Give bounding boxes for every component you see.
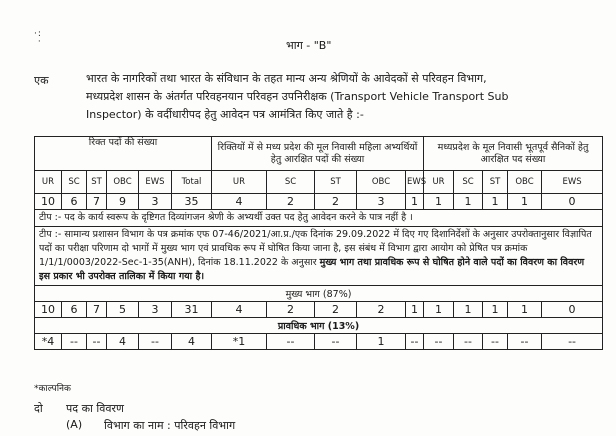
intro-line: भारत के नागरिकों तथा भारत के संविधान के तहत मान्य अन्य श्रेणियों के आवेदकों से परिवहन विभाग,	[86, 72, 487, 85]
column-header: UR	[212, 171, 267, 194]
table-cell: 10	[35, 194, 62, 210]
footnote: *काल्पनिक	[34, 384, 71, 394]
table-cell: 0	[542, 194, 603, 210]
item-number-one: एक	[34, 74, 49, 87]
table-cell: --	[315, 334, 357, 350]
group-header-vacancies: रिक्त पदों की संख्या	[35, 137, 212, 171]
table-cell: 6	[62, 194, 87, 210]
column-header: EWS	[406, 171, 424, 194]
note-disability: टीप :- पद के कार्य स्वरूप के दृष्टिगत दिव्यांगजन श्रेणी के अभ्यर्थी उक्त पद हेतु आवेदन करने के पात्र नहीं है ।	[35, 210, 603, 227]
post-details-heading: पद का विवरण	[66, 402, 124, 415]
intro-paragraph	[86, 70, 601, 124]
table-cell: --	[62, 334, 87, 350]
note-plain-text: टीप :- सामान्य प्रशासन विभाग के पत्र क्रमांक एफ 07-46/2021/आ.प्र./एक दिनांक 29.09.2022 में दिए गए दिशानिर्देशों के अनुसार उपरोक्तानुसार विज्ञापित पदों का परीक्षा परिणाम दो भागों में मुख्य भाग एवं प्रावधिक रूप में घोषित किया जाना है, इस संबंध में विभाग द्वारा आयोग को प्रेषित पत्र क्रमांक 1/1/1/0003/2022-Sec-1-35(ANH), दिनांक 18.11.2022 के अनुसार	[39, 229, 592, 268]
column-header: ST	[483, 171, 508, 194]
table-cell: 4	[212, 194, 267, 210]
table-cell: --	[139, 334, 172, 350]
intro-line: मध्यप्रदेश शासन के अंतर्गत परिवहनयान परिवहन उपनिरीक्षक (Transport Vehicle Transport Sub	[86, 90, 509, 103]
table-row-provisional	[35, 334, 603, 350]
table-cell: 2	[267, 194, 315, 210]
table-cell: 10	[35, 302, 62, 318]
table-cell: 1	[508, 194, 542, 210]
column-header: SC	[267, 171, 315, 194]
table-cell: 0	[542, 302, 603, 318]
column-header: OBC	[508, 171, 542, 194]
table-cell: 2	[315, 194, 357, 210]
table-cell: 35	[172, 194, 212, 210]
table-cell: --	[454, 334, 483, 350]
table-cell: 3	[357, 194, 406, 210]
group-header-ex-servicemen: मध्यप्रदेश के मूल निवासी भूतपूर्व सैनिकों हेतु आरक्षित पद संख्या	[424, 137, 603, 171]
table-cell: 1	[424, 194, 454, 210]
main-part-label: मुख्य भाग (87%)	[35, 286, 603, 302]
table-cell: *1	[212, 334, 267, 350]
table-cell: --	[267, 334, 315, 350]
scan-marks: ·: ·	[34, 29, 42, 47]
table-cell: 5	[107, 302, 139, 318]
column-header: UR	[35, 171, 62, 194]
table-cell: 3	[139, 194, 172, 210]
table-cell: --	[406, 334, 424, 350]
table-cell: 2	[357, 302, 406, 318]
table-cell: 9	[107, 194, 139, 210]
table-cell: 7	[87, 302, 107, 318]
table-cell: 1	[454, 194, 483, 210]
group-header-women: रिक्तियों में से मध्य प्रदेश की मूल निवासी महिला अभ्यर्थियों हेतु आरक्षित पदों की संख्या	[212, 137, 424, 171]
table-row-totals	[35, 194, 603, 210]
item-number-two: दो	[34, 402, 43, 415]
table-cell: --	[508, 334, 542, 350]
table-cell: 1	[424, 302, 454, 318]
table-cell: *4	[35, 334, 62, 350]
table-cell: 3	[139, 302, 172, 318]
table-cell: 1	[483, 302, 508, 318]
table-cell: 4	[107, 334, 139, 350]
table-cell: 1	[357, 334, 406, 350]
column-header: EWS	[139, 171, 172, 194]
provisional-part-label: प्रावधिक भाग (13%)	[35, 318, 603, 334]
column-header: UR	[424, 171, 454, 194]
table-cell: --	[424, 334, 454, 350]
table-cell: --	[483, 334, 508, 350]
table-cell: 1	[508, 302, 542, 318]
table-cell: 1	[454, 302, 483, 318]
table-cell: --	[87, 334, 107, 350]
department-name: विभाग का नाम : परिवहन विभाग	[104, 419, 236, 432]
item-a-label: (A)	[66, 418, 83, 431]
table-cell: 31	[172, 302, 212, 318]
table-cell: --	[542, 334, 603, 350]
table-cell: 7	[87, 194, 107, 210]
column-header-row	[35, 171, 603, 194]
column-header: ST	[315, 171, 357, 194]
vacancy-table	[34, 136, 603, 350]
table-row-main	[35, 302, 603, 318]
table-cell: 1	[406, 194, 424, 210]
table-cell: 2	[267, 302, 315, 318]
column-header: EWS	[542, 171, 603, 194]
table-cell: 1	[483, 194, 508, 210]
note-bold-text: मुख्य भाग तथा प्रावधिक रूप से घोषित होने वाले पदों का विवरण का विवरण इस प्रकार भी उपरोक्त तालिका में किया गया है।	[39, 257, 585, 282]
column-header: SC	[454, 171, 483, 194]
section-title: भाग - "B"	[286, 39, 332, 52]
column-header: OBC	[357, 171, 406, 194]
table-cell: 4	[172, 334, 212, 350]
table-cell: 2	[315, 302, 357, 318]
column-header: SC	[62, 171, 87, 194]
table-cell: 6	[62, 302, 87, 318]
column-header: OBC	[107, 171, 139, 194]
table-cell: 1	[406, 302, 424, 318]
note-result-division	[35, 227, 603, 286]
intro-line: Inspector) के वर्दीधारीपद हेतु आवेदन पत्र आमंत्रित किए जाते है :-	[86, 108, 364, 121]
column-header: Total	[172, 171, 212, 194]
table-cell: 4	[212, 302, 267, 318]
column-header: ST	[87, 171, 107, 194]
